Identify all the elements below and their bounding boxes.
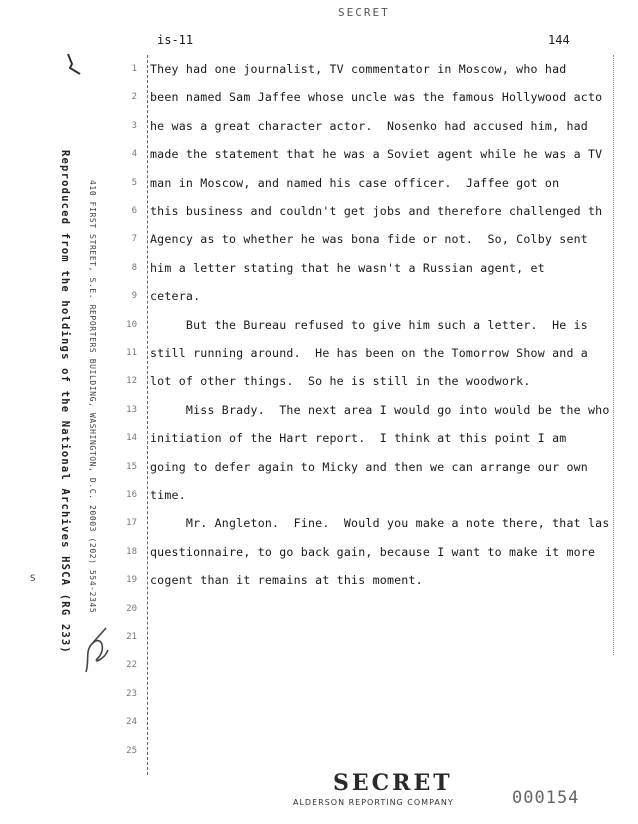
line-number: 4 <box>131 149 137 160</box>
line-number: 23 <box>126 688 137 699</box>
transcript-line: cogent than it remains at this moment. <box>150 573 423 588</box>
line-number: 12 <box>126 376 137 387</box>
line-number: 21 <box>126 632 137 642</box>
transcript-line: cetera. <box>150 289 201 304</box>
line-number: 9 <box>131 291 137 302</box>
line-number: 18 <box>126 546 137 557</box>
transcript-line: Agency as to whether he was bona fide or not. So, Colby sent <box>150 232 588 247</box>
line-number: 20 <box>126 603 137 614</box>
line-number: 5 <box>131 177 137 188</box>
transcript-line: he was a great character actor. Nosenko had accused him, had <box>150 118 588 133</box>
line-number: 25 <box>126 745 137 756</box>
reporter-address: 410 FIRST STREET, S.E. REPORTERS BUILDING, WASHINGTON, D.C. 20003 (202) 554-2345 <box>88 180 97 614</box>
transcript-line: this business and couldn't get jobs and therefore challenged th <box>150 204 603 218</box>
line-number: 24 <box>126 717 137 728</box>
line-number: 15 <box>126 461 137 472</box>
side-mark: S <box>30 574 36 584</box>
transcript-line: man in Moscow, and named his case officer. Jaffee got on <box>150 175 560 190</box>
line-number: 17 <box>126 518 137 529</box>
top-classification-mark: SECRET <box>338 6 390 19</box>
line-number: 10 <box>126 319 137 330</box>
transcript-line: him a letter stating that he wasn't a Russian agent, et <box>150 260 545 275</box>
line-number: 13 <box>126 404 137 415</box>
page-id: is-11 <box>157 33 194 47</box>
line-number: 7 <box>131 234 137 245</box>
line-number: 2 <box>131 92 137 103</box>
document-number: 000154 <box>512 788 580 808</box>
line-number: 1 <box>131 64 137 74</box>
page-number: 144 <box>548 33 570 47</box>
line-number: 22 <box>126 660 137 671</box>
transcript-line: going to defer again to Micky and then we can arrange our own <box>150 459 588 474</box>
line-number: 19 <box>126 575 137 586</box>
archive-notice: Reproduced from the holdings of the National Archives HSCA (RG 233) <box>59 150 71 654</box>
line-number: 8 <box>131 262 137 273</box>
transcript-line: lot of other things. So he is still in the woodwork. <box>150 374 531 389</box>
transcript-line: initiation of the Hart report. I think at this point I am <box>150 431 567 446</box>
line-number: 6 <box>131 206 137 216</box>
line-number: 14 <box>126 433 137 444</box>
transcript-line: time. <box>150 488 186 502</box>
classification-stamp: SECRET <box>333 770 453 796</box>
transcript-line: But the Bureau refused to give him such a letter. He is <box>150 317 588 332</box>
transcript-line: still running around. He has been on the Tomorrow Show and a <box>150 346 588 360</box>
transcript-line: They had one journalist, TV commentator in Moscow, who had <box>150 62 567 76</box>
transcript-line: been named Sam Jaffee whose uncle was the famous Hollywood acto <box>150 90 603 105</box>
line-number: 3 <box>131 120 137 131</box>
reporting-company: ALDERSON REPORTING COMPANY <box>293 798 454 807</box>
transcript-line: Miss Brady. The next area I would go into would be the who <box>150 402 610 417</box>
line-number: 16 <box>126 490 137 500</box>
handwritten-initials <box>80 620 114 676</box>
left-margin-rule <box>147 55 148 775</box>
transcript-line: Mr. Angleton. Fine. Would you make a note there, that las <box>150 516 610 531</box>
transcript-line: made the statement that he was a Soviet agent while he was a TV <box>150 147 603 162</box>
line-number: 11 <box>126 348 137 358</box>
transcript-line: questionnaire, to go back gain, because I want to make it more <box>150 544 596 559</box>
margin-tick-mark <box>64 52 86 78</box>
